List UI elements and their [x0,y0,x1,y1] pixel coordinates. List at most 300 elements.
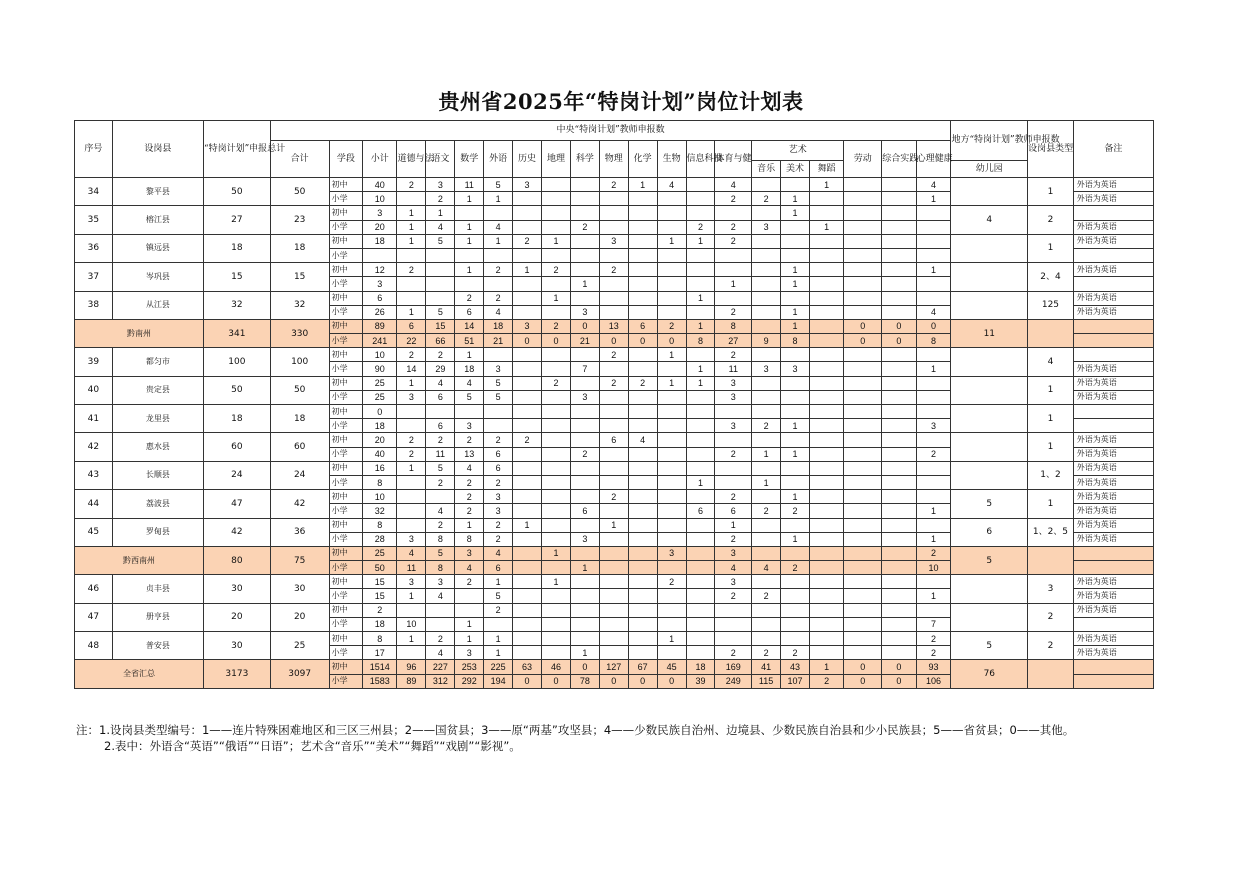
data-cell [882,390,916,404]
sum-cell: 330 [270,319,329,347]
data-cell: 8 [916,334,951,348]
data-cell: 63 [513,660,542,674]
data-cell: 3 [363,277,397,291]
data-cell [916,277,951,291]
data-cell [781,575,810,589]
remark-cell [1073,660,1153,674]
data-cell: 3 [752,362,781,376]
data-cell: 3 [397,575,426,589]
data-cell: 2 [484,532,513,546]
row-index: 37 [75,263,113,291]
data-cell [628,490,657,504]
data-cell: 2 [542,376,571,390]
data-cell [809,291,843,305]
data-cell [570,617,599,631]
sum-cell: 25 [270,632,329,660]
data-cell [686,490,715,504]
data-cell: 6 [715,504,752,518]
data-cell [542,561,571,575]
data-cell [397,405,426,419]
data-cell: 2 [809,674,843,688]
header-subject: 心理健康 [916,141,951,178]
data-cell: 25 [363,376,397,390]
data-cell: 1 [916,589,951,603]
data-cell: 4 [916,305,951,319]
table-row [75,319,1154,333]
data-cell: 3 [455,419,484,433]
data-cell: 225 [484,660,513,674]
data-cell [513,490,542,504]
data-cell: 0 [570,319,599,333]
header-art-fine: 美术 [781,161,810,178]
stage-cell: 小学 [329,504,362,518]
data-cell [657,220,686,234]
data-cell: 6 [484,461,513,475]
local-cell [951,405,1028,433]
header-subject: 数学 [455,141,484,178]
data-cell [844,518,882,532]
data-cell: 29 [426,362,455,376]
data-cell [752,390,781,404]
data-cell: 0 [628,334,657,348]
data-cell: 39 [686,674,715,688]
data-cell: 3 [715,419,752,433]
footnote-2: 2.表中：外语含“英语”“俄语”“日语”；艺术含“音乐”“美术”“舞蹈”“戏剧”“影视”。 [104,739,521,753]
data-cell [657,504,686,518]
data-cell: 2 [715,348,752,362]
data-cell [752,305,781,319]
data-cell: 17 [363,646,397,660]
data-cell [809,319,843,333]
data-cell [513,603,542,617]
table-row [75,348,1154,362]
data-cell [844,291,882,305]
data-cell [916,390,951,404]
data-cell: 4 [455,461,484,475]
stage-cell: 初中 [329,206,362,220]
data-cell: 1 [781,263,810,277]
data-cell: 106 [916,674,951,688]
remark-cell: 外语为英语 [1073,305,1153,319]
data-cell: 2 [455,575,484,589]
data-cell: 89 [397,674,426,688]
stage-cell: 初中 [329,348,362,362]
data-cell [781,248,810,262]
header-stage: 学段 [329,141,362,178]
data-cell: 2 [916,546,951,560]
data-cell [752,617,781,631]
data-cell: 1 [426,206,455,220]
data-cell: 2 [752,419,781,433]
row-index: 36 [75,234,113,262]
stage-cell: 小学 [329,192,362,206]
row-index: 47 [75,603,113,631]
remark-cell: 外语为英语 [1073,178,1153,192]
data-cell [542,405,571,419]
data-cell [882,376,916,390]
data-cell [513,376,542,390]
stage-cell: 小学 [329,532,362,546]
data-cell: 4 [484,220,513,234]
data-cell: 3 [513,319,542,333]
data-cell [781,632,810,646]
data-cell: 2 [715,220,752,234]
data-cell [570,632,599,646]
data-cell: 1 [570,277,599,291]
data-cell [628,192,657,206]
data-cell [484,206,513,220]
data-cell: 18 [363,617,397,631]
data-cell [599,632,628,646]
data-cell: 25 [363,390,397,404]
data-cell [882,305,916,319]
data-cell [484,277,513,291]
data-cell [809,504,843,518]
remark-cell: 外语为英语 [1073,376,1153,390]
stage-cell: 小学 [329,220,362,234]
total-cell: 341 [203,319,270,347]
local-cell: 6 [951,518,1028,546]
data-cell [599,447,628,461]
data-cell [542,490,571,504]
data-cell: 1 [484,192,513,206]
data-cell [397,419,426,433]
data-cell [542,277,571,291]
data-cell [570,348,599,362]
data-cell: 40 [363,447,397,461]
local-cell [951,291,1028,319]
remark-cell [1073,348,1153,362]
county-name: 从江县 [112,291,203,319]
data-cell [628,475,657,489]
data-cell [715,433,752,447]
data-cell: 2 [484,475,513,489]
total-cell: 30 [203,575,270,603]
data-cell: 3 [426,178,455,192]
data-cell [752,518,781,532]
data-cell [657,490,686,504]
data-cell [513,248,542,262]
data-cell [844,433,882,447]
data-cell [628,546,657,560]
data-cell [513,220,542,234]
data-cell [916,518,951,532]
stage-cell: 初中 [329,263,362,277]
data-cell: 2 [397,447,426,461]
data-cell [715,632,752,646]
local-cell: 5 [951,546,1028,574]
data-cell: 1 [715,277,752,291]
data-cell: 28 [363,532,397,546]
header-county: 设岗县 [112,121,203,178]
data-cell: 1 [809,178,843,192]
data-cell [686,546,715,560]
data-cell: 2 [484,291,513,305]
data-cell: 10 [363,348,397,362]
data-cell: 2 [513,234,542,248]
data-cell [686,405,715,419]
data-cell [513,575,542,589]
remark-cell [1073,674,1153,688]
header-local: 地方“特岗计划”教师申报数 [951,121,1028,161]
stage-cell: 小学 [329,419,362,433]
data-cell [599,461,628,475]
data-cell [513,419,542,433]
stage-cell: 初中 [329,376,362,390]
data-cell: 4 [484,546,513,560]
remark-cell: 外语为英语 [1073,447,1153,461]
data-cell: 43 [781,660,810,674]
data-cell [599,532,628,546]
data-cell [715,617,752,631]
data-cell: 1 [809,660,843,674]
page-title: 贵州省2025年“特岗计划”岗位计划表 [438,89,804,114]
data-cell: 5 [426,546,455,560]
data-cell [599,305,628,319]
data-cell: 2 [715,447,752,461]
data-cell [882,475,916,489]
county-name: 黎平县 [112,178,203,206]
data-cell [513,405,542,419]
data-cell [916,475,951,489]
county-type-cell: 1 [1028,433,1074,461]
data-cell: 93 [916,660,951,674]
data-cell: 0 [513,334,542,348]
sum-cell: 18 [270,234,329,262]
data-cell: 1 [397,305,426,319]
data-cell [542,419,571,433]
county-type-cell: 1 [1028,405,1074,433]
data-cell: 21 [570,334,599,348]
remark-cell: 外语为英语 [1073,532,1153,546]
stage-cell: 初中 [329,319,362,333]
data-cell [628,362,657,376]
county-type-cell: 2、4 [1028,263,1074,291]
data-cell: 3 [513,178,542,192]
header-art-music: 音乐 [752,161,781,178]
data-cell [484,419,513,433]
plan-table [74,120,1154,689]
data-cell: 10 [363,490,397,504]
data-cell: 4 [628,433,657,447]
row-index: 44 [75,490,113,518]
data-cell: 89 [363,319,397,333]
header-kindergarten: 幼儿园 [951,161,1028,178]
header-subject: 体育与健 [715,141,752,178]
data-cell [513,348,542,362]
county-type-cell: 1 [1028,178,1074,206]
local-cell [951,178,1028,206]
table-row [75,263,1154,277]
data-cell: 0 [844,674,882,688]
data-cell [570,419,599,433]
data-cell [686,617,715,631]
data-cell [628,277,657,291]
data-cell [916,220,951,234]
data-cell [657,390,686,404]
data-cell: 1 [484,646,513,660]
data-cell: 7 [916,617,951,631]
data-cell [513,291,542,305]
data-cell [752,632,781,646]
data-cell: 2 [715,234,752,248]
data-cell [657,305,686,319]
data-cell: 2 [455,475,484,489]
data-cell [397,646,426,660]
data-cell: 1 [542,234,571,248]
data-cell: 0 [513,674,542,688]
data-cell [781,433,810,447]
data-cell: 2 [752,589,781,603]
data-cell [628,603,657,617]
data-cell [397,490,426,504]
data-cell: 6 [484,561,513,575]
data-cell [752,376,781,390]
data-cell: 2 [455,504,484,518]
data-cell [455,206,484,220]
data-cell [570,405,599,419]
data-cell [628,305,657,319]
data-cell: 6 [426,390,455,404]
stage-cell: 初中 [329,546,362,560]
stage-cell: 小学 [329,674,362,688]
data-cell: 8 [363,518,397,532]
data-cell [882,461,916,475]
data-cell [628,234,657,248]
remark-cell: 外语为英语 [1073,603,1153,617]
data-cell: 2 [686,220,715,234]
data-cell: 2 [657,319,686,333]
row-index: 40 [75,376,113,404]
stage-cell: 小学 [329,617,362,631]
data-cell [686,419,715,433]
data-cell: 50 [363,561,397,575]
data-cell [882,263,916,277]
data-cell [686,575,715,589]
row-index: 45 [75,518,113,546]
header-subject: 道德与法 [397,141,426,178]
data-cell [686,589,715,603]
county-type-cell [1028,546,1074,574]
data-cell: 0 [599,334,628,348]
data-cell: 1 [781,419,810,433]
data-cell [542,348,571,362]
table-row [75,433,1154,447]
data-cell: 3 [715,376,752,390]
data-cell: 11 [715,362,752,376]
data-cell [686,433,715,447]
data-cell [781,291,810,305]
data-cell: 1 [657,234,686,248]
data-cell [844,192,882,206]
data-cell [363,248,397,262]
data-cell: 0 [882,319,916,333]
data-cell: 2 [397,263,426,277]
data-cell [752,319,781,333]
stage-cell: 小学 [329,589,362,603]
data-cell: 3 [455,546,484,560]
data-cell: 1 [916,532,951,546]
data-cell [686,248,715,262]
data-cell: 0 [844,334,882,348]
data-cell: 5 [484,390,513,404]
header-subject: 综合实践 [882,141,916,178]
data-cell: 1 [542,575,571,589]
data-cell: 45 [657,660,686,674]
data-cell: 292 [455,674,484,688]
data-cell: 3 [657,546,686,560]
data-cell: 3 [455,646,484,660]
sum-cell: 42 [270,490,329,518]
sum-cell: 60 [270,433,329,461]
sum-cell: 18 [270,405,329,433]
data-cell: 6 [426,419,455,433]
data-cell: 1 [455,348,484,362]
county-name: 龙里县 [112,405,203,433]
data-cell: 1 [715,518,752,532]
data-cell [542,589,571,603]
data-cell: 2 [397,433,426,447]
data-cell [455,248,484,262]
data-cell [715,263,752,277]
data-cell [781,475,810,489]
data-cell: 1 [781,206,810,220]
data-cell: 2 [570,447,599,461]
data-cell [844,248,882,262]
data-cell: 1 [397,461,426,475]
data-cell [628,263,657,277]
data-cell: 4 [715,178,752,192]
data-cell [542,248,571,262]
remark-cell: 外语为英语 [1073,263,1153,277]
data-cell: 2 [426,518,455,532]
data-cell [657,248,686,262]
data-cell [882,248,916,262]
data-cell: 2 [599,263,628,277]
data-cell [752,291,781,305]
data-cell [809,617,843,631]
data-cell [916,234,951,248]
data-cell: 2 [455,433,484,447]
data-cell: 10 [916,561,951,575]
header-subject: 化学 [628,141,657,178]
data-cell: 0 [882,334,916,348]
remark-cell [1073,561,1153,575]
data-cell: 1 [916,263,951,277]
data-cell [752,461,781,475]
data-cell: 10 [397,617,426,631]
total-cell: 42 [203,518,270,546]
sum-cell: 30 [270,575,329,603]
total-cell: 60 [203,433,270,461]
data-cell: 3 [397,390,426,404]
data-cell: 1 [397,234,426,248]
data-cell: 3 [781,362,810,376]
data-cell [809,334,843,348]
data-cell: 1 [397,589,426,603]
data-cell: 1 [781,447,810,461]
data-cell [686,603,715,617]
data-cell: 0 [599,674,628,688]
table-row [75,376,1154,390]
header-seq: 序号 [75,121,113,178]
data-cell [686,192,715,206]
stage-cell: 小学 [329,447,362,461]
data-cell [844,646,882,660]
data-cell [599,603,628,617]
data-cell [809,376,843,390]
remark-cell: 外语为英语 [1073,490,1153,504]
